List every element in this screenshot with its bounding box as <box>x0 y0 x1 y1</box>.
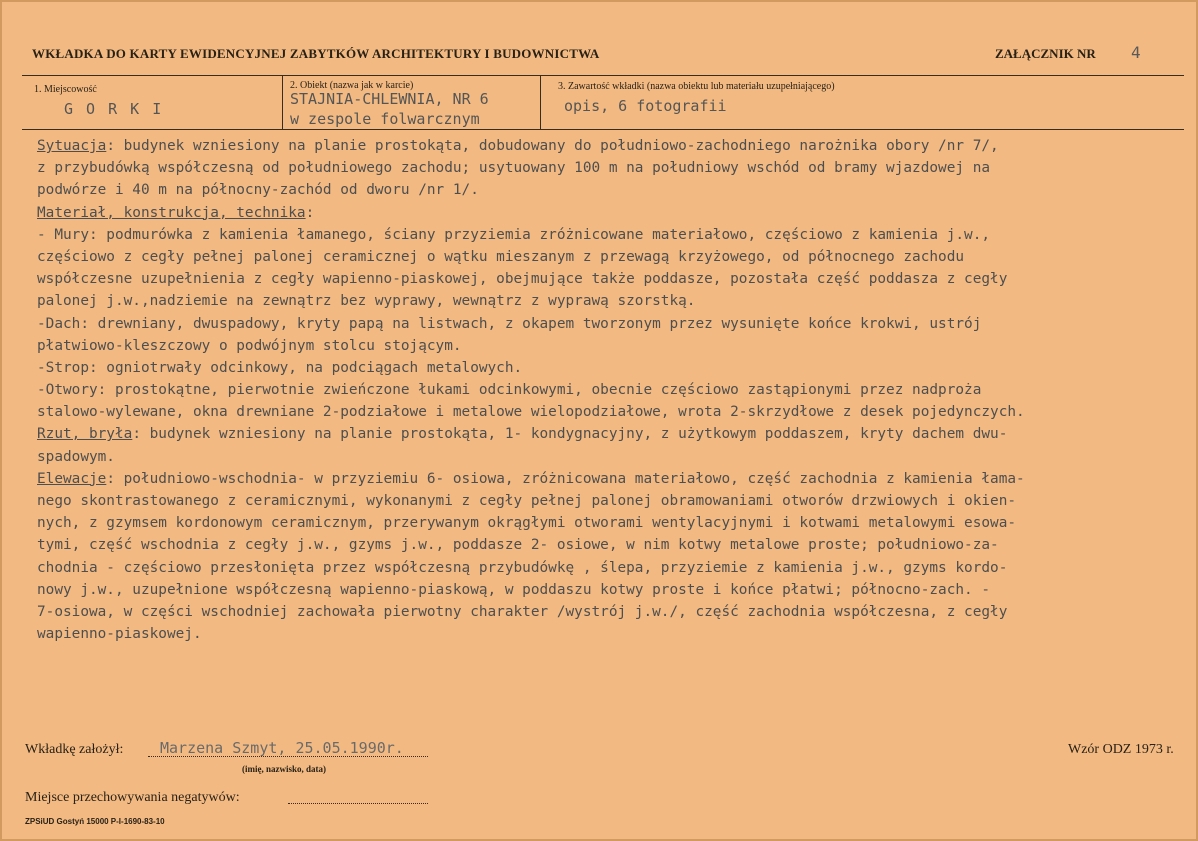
body-text: podwórze i 40 m na północny-zachód od dworu /nr 1/. <box>37 182 479 199</box>
field-divider-1 <box>282 75 283 129</box>
body-text: : <box>305 204 315 221</box>
author-value: Marzena Szmyt, 25.05.1990r. <box>160 739 404 757</box>
form-label: Wzór ODZ 1973 r. <box>1068 742 1174 757</box>
body-line <box>37 579 1187 601</box>
body-line <box>37 313 1187 335</box>
appendix-number: 4 <box>1131 43 1141 62</box>
section-heading: Materiał, konstrukcja, technika <box>37 204 306 221</box>
body-text: -Otwory: prostokątne, pierwotnie zwieńczone łukami odcinkowymi, obecnie częściowo zastąpionymi przez nadproża <box>37 382 982 399</box>
body-line <box>37 179 1187 201</box>
body-text: częściowo z cegły pełnej palonej ceramicznej o wątku mieszanym z przewagą krzyżowego, od północnego zachodu <box>37 248 965 265</box>
body-text: nego skontrastowanego z ceramicznymi, wykonanymi z cegły pełnej palonej obramowaniami otworów drzwiowych i okien- <box>37 493 1017 509</box>
object-value-line1: STAJNIA-CHLEWNIA, NR 6 <box>290 90 489 108</box>
body-line <box>37 224 1187 246</box>
body-text: spadowym. <box>37 448 115 465</box>
body-line <box>37 623 1187 645</box>
body-line <box>37 423 1187 445</box>
body-text: współczesne uzupełnienia z cegły wapienno-piaskowej, obejmujące także poddasze, pozostała część poddasza z cegły <box>37 271 1008 288</box>
body-line <box>37 512 1187 534</box>
locality-label: 1. Miejscowość <box>34 84 97 95</box>
section-heading: Elewacje <box>37 470 107 487</box>
object-value-line2: w zespole folwarcznym <box>290 110 480 128</box>
body-text: nych, z gzymsem kordonowym ceramicznym, przerywanym okrągłymi otworami wentylacyjnymi i kotwami metalowymi esowa- <box>37 515 1017 532</box>
contents-value: opis, 6 fotografii <box>564 97 727 115</box>
field-box-top-line <box>22 75 1184 76</box>
body-text: tymi, część wschodnia z cegły j.w., gzyms j.w., poddasze 2- osiowe, w nim kotwy metalowe proste; południowo-za- <box>37 537 999 554</box>
body-text: -Dach: drewniany, dwuspadowy, kryty papą na listwach, z okapem tworzonym przez wysunięte końce krokwi, ustrój <box>37 315 982 332</box>
author-label: Wkładkę założył: <box>25 742 124 757</box>
author-hint: (imię, nazwisko, data) <box>242 764 326 774</box>
section-heading: Sytuacja <box>37 138 107 154</box>
printer-line: ZPSiUD Gostyń 15000 P-I-1690-83-10 <box>25 817 165 826</box>
body-line <box>37 601 1187 623</box>
body-text: - Mury: podmurówka z kamienia łamanego, ściany przyziemia zróżnicowane materiałowo, częściowo z kamienia j.w., <box>37 226 991 243</box>
body-line <box>37 268 1187 290</box>
body-line <box>37 490 1187 512</box>
body-line <box>37 534 1187 556</box>
body-text: nowy j.w., uzupełnione współczesną wapienno-piaskową, w poddaszu kotwy proste i końce płatwi; północno-zach. - <box>37 581 991 598</box>
field-box-bottom-line <box>22 129 1184 130</box>
appendix-label: ZAŁĄCZNIK NR <box>995 46 1096 61</box>
body-line <box>37 135 1187 157</box>
body-line <box>37 401 1187 423</box>
negatives-label: Miejsce przechowywania negatywów: <box>25 790 240 805</box>
body-text: płatwiowo-kleszczowy o podwójnym stolcu stojącym. <box>37 337 462 354</box>
body-text: 7-osiowa, w części wschodniej zachowała pierwotny charakter /wystrój j.w./, część zachodnia współczesna, z cegły <box>37 603 1008 620</box>
card-title: WKŁADKA DO KARTY EWIDENCYJNEJ ZABYTKÓW ARCHITEKTURY I BUDOWNICTWA <box>32 46 600 61</box>
body-line <box>37 446 1187 468</box>
body-line <box>37 157 1187 179</box>
contents-label: 3. Zawartość wkładki (nazwa obiektu lub materiału uzupełniającego) <box>558 81 835 92</box>
body-line <box>37 335 1187 357</box>
body-line <box>37 357 1187 379</box>
body-text: z przybudówką współczesną od południowego zachodu; usytuowany 100 m na południowy wschód od bramy wjazdowej na <box>37 160 991 177</box>
body-text: chodnia - częściowo przesłonięta przez współczesną przybudówkę , ślepa, przyziemie z kamienia j.w., gzyms kordo- <box>37 559 1008 576</box>
section-heading: Rzut, bryła <box>37 426 133 443</box>
locality-value: G O R K I <box>64 100 164 118</box>
body-line <box>37 557 1187 579</box>
body-text: : południowo-wschodnia- w przyziemiu 6- osiowa, zróżnicowana materiałowo, część zachodnia z kamienia łama- <box>106 470 1025 487</box>
field-divider-2 <box>540 75 541 129</box>
object-label: 2. Obiekt (nazwa jak w karcie) <box>290 80 414 91</box>
description-body <box>37 135 1187 645</box>
body-text: : budynek wzniesiony na planie prostokąta, 1- kondygnacyjny, z użytkowym poddaszem, kryty dachem dwu- <box>132 426 1008 443</box>
body-text: wapienno-piaskowej. <box>37 626 202 643</box>
body-line <box>37 246 1187 268</box>
body-text: palonej j.w.,nadziemie na zewnątrz bez wyprawy, wewnątrz z wyprawą szorstką. <box>37 293 696 310</box>
negatives-dotted-line <box>288 803 428 804</box>
body-line <box>37 468 1187 490</box>
body-text: : budynek wzniesiony na planie prostokąta, dobudowany do południowo-zachodniego narożnika obory /nr 7/, <box>106 138 999 154</box>
body-line <box>37 290 1187 312</box>
body-line <box>37 202 1187 224</box>
body-text: stalowo-wylewane, okna drewniane 2-podziałowe i metalowe wielopodziałowe, wrota 2-skrzydłowe z desek pojedynczych. <box>37 404 1025 421</box>
body-text: -Strop: ogniotrwały odcinkowy, na podciągach metalowych. <box>37 359 523 376</box>
body-line <box>37 379 1187 401</box>
